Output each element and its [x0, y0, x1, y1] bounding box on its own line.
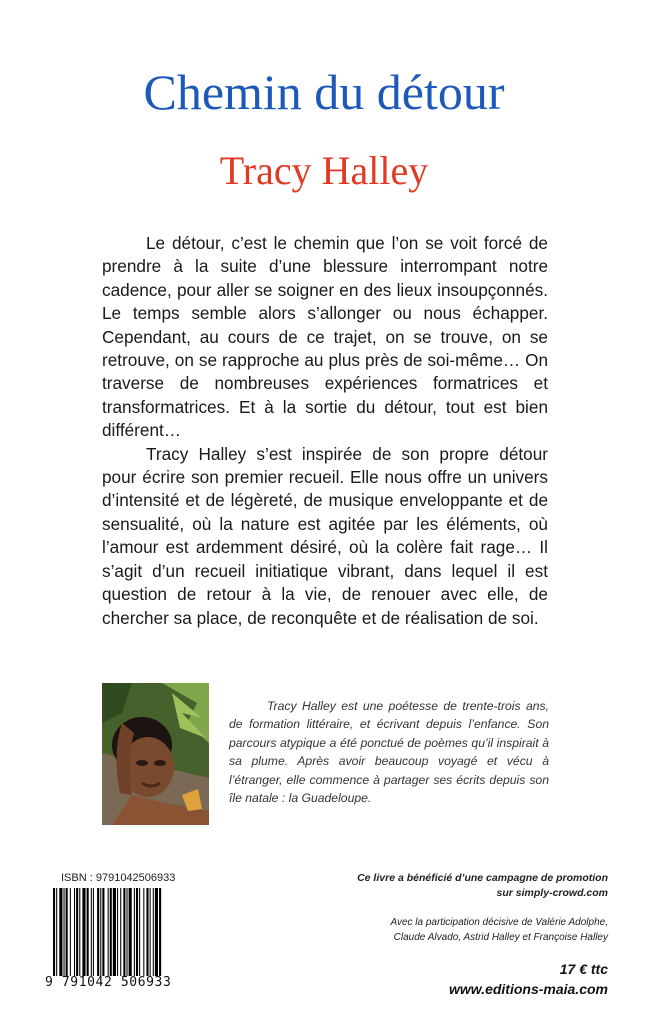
barcode-digits: 9 791042 506933: [45, 976, 195, 990]
author-bio: [229, 697, 549, 807]
barcode-bar: [87, 888, 89, 976]
book-title: Chemin du détour: [143, 64, 505, 120]
author-photo: [102, 683, 209, 825]
author-portrait-image: [102, 683, 209, 825]
barcode-bar: [136, 888, 138, 976]
barcode-bar: [146, 888, 148, 976]
barcode-bar: [102, 888, 104, 976]
price: 17 € ttc: [559, 961, 608, 977]
barcode-bar: [127, 888, 128, 976]
isbn-label: ISBN : 9791042506933: [61, 872, 176, 884]
synopsis: [102, 232, 548, 630]
barcode-bar: [134, 888, 135, 976]
author-name: Tracy Halley: [219, 148, 429, 193]
barcode-bar: [66, 888, 68, 976]
promo-line: Ce livre a bénéficié d’une campagne de promotion: [357, 872, 608, 884]
publisher-website: www.editions-maia.com: [449, 981, 608, 997]
barcode-bar: [70, 888, 71, 976]
promo-line: sur simply-crowd.com: [496, 887, 608, 899]
synopsis-paragraph: Le détour, c’est le chemin que l’on se voit forcé de prendre à la suite d’une blessure interrompant notre cadence, pour aller se soigner en des lieux insoupçonnés. Le temps semble alors s’allonger ou nous échapper. Cependant, au cours de ce trajet, on se trouve, on se retrouve, on se rapproche au plus près de soi-même… On traverse de nombreuses expériences formatrices et transformatrices. Et à la sortie du détour, tout est bien différent…: [102, 233, 548, 441]
barcode-bar: [79, 888, 80, 976]
barcode-bar: [155, 888, 158, 976]
thanks-line: Claude Alvado, Astrid Halley et Françoise Halley: [393, 932, 608, 943]
barcode-bar: [59, 888, 62, 976]
barcode-bar: [64, 888, 65, 976]
barcode-bar: [150, 888, 151, 976]
barcode-bar: [153, 888, 154, 976]
barcode-bar: [123, 888, 125, 976]
barcode-bar: [93, 888, 94, 976]
barcode-bar: [113, 888, 116, 976]
barcode-bar: [120, 888, 121, 976]
thanks-line: Avec la participation décisive de Valérie Adolphe,: [390, 917, 608, 928]
barcode-bar: [76, 888, 78, 976]
barcode-bar: [129, 888, 132, 976]
barcode-bar: [143, 888, 144, 976]
barcode-bar: [91, 888, 92, 976]
credits-block: [308, 871, 608, 945]
author-bio-text: Tracy Halley est une poétesse de trente-trois ans, de formation littéraire, et écrivant depuis l’enfance. Son parcours atypique a été ponctué de poèmes qu’il inspirait à sa plume. Après avoir beaucoup voyagé et vécu à l’étranger, elle commence à partager ses écrits depuis son île natale : la Guadeloupe.: [229, 699, 549, 806]
barcode-bar: [97, 888, 99, 976]
synopsis-paragraph: Tracy Halley s’est inspirée de son propre détour pour écrire son premier recueil. Elle nous offre un univers d’intensité et de légèreté, de musique enveloppante et de sensualité, où la nature est agitée par les éléments, où l’amour est ardemment désiré, où la colère fait rage… Il s’agit d’un recueil initiatique vibrant, dans lequel il est question de retour à la vie, de renouer avec elle, de chercher sa place, de reconquête et de réalisation de soi.: [102, 443, 548, 628]
barcode-bar: [82, 888, 85, 976]
barcode-bar: [139, 888, 140, 976]
barcode-bar: [100, 888, 101, 976]
barcode-bar: [117, 888, 118, 976]
barcode-bar: [74, 888, 75, 976]
